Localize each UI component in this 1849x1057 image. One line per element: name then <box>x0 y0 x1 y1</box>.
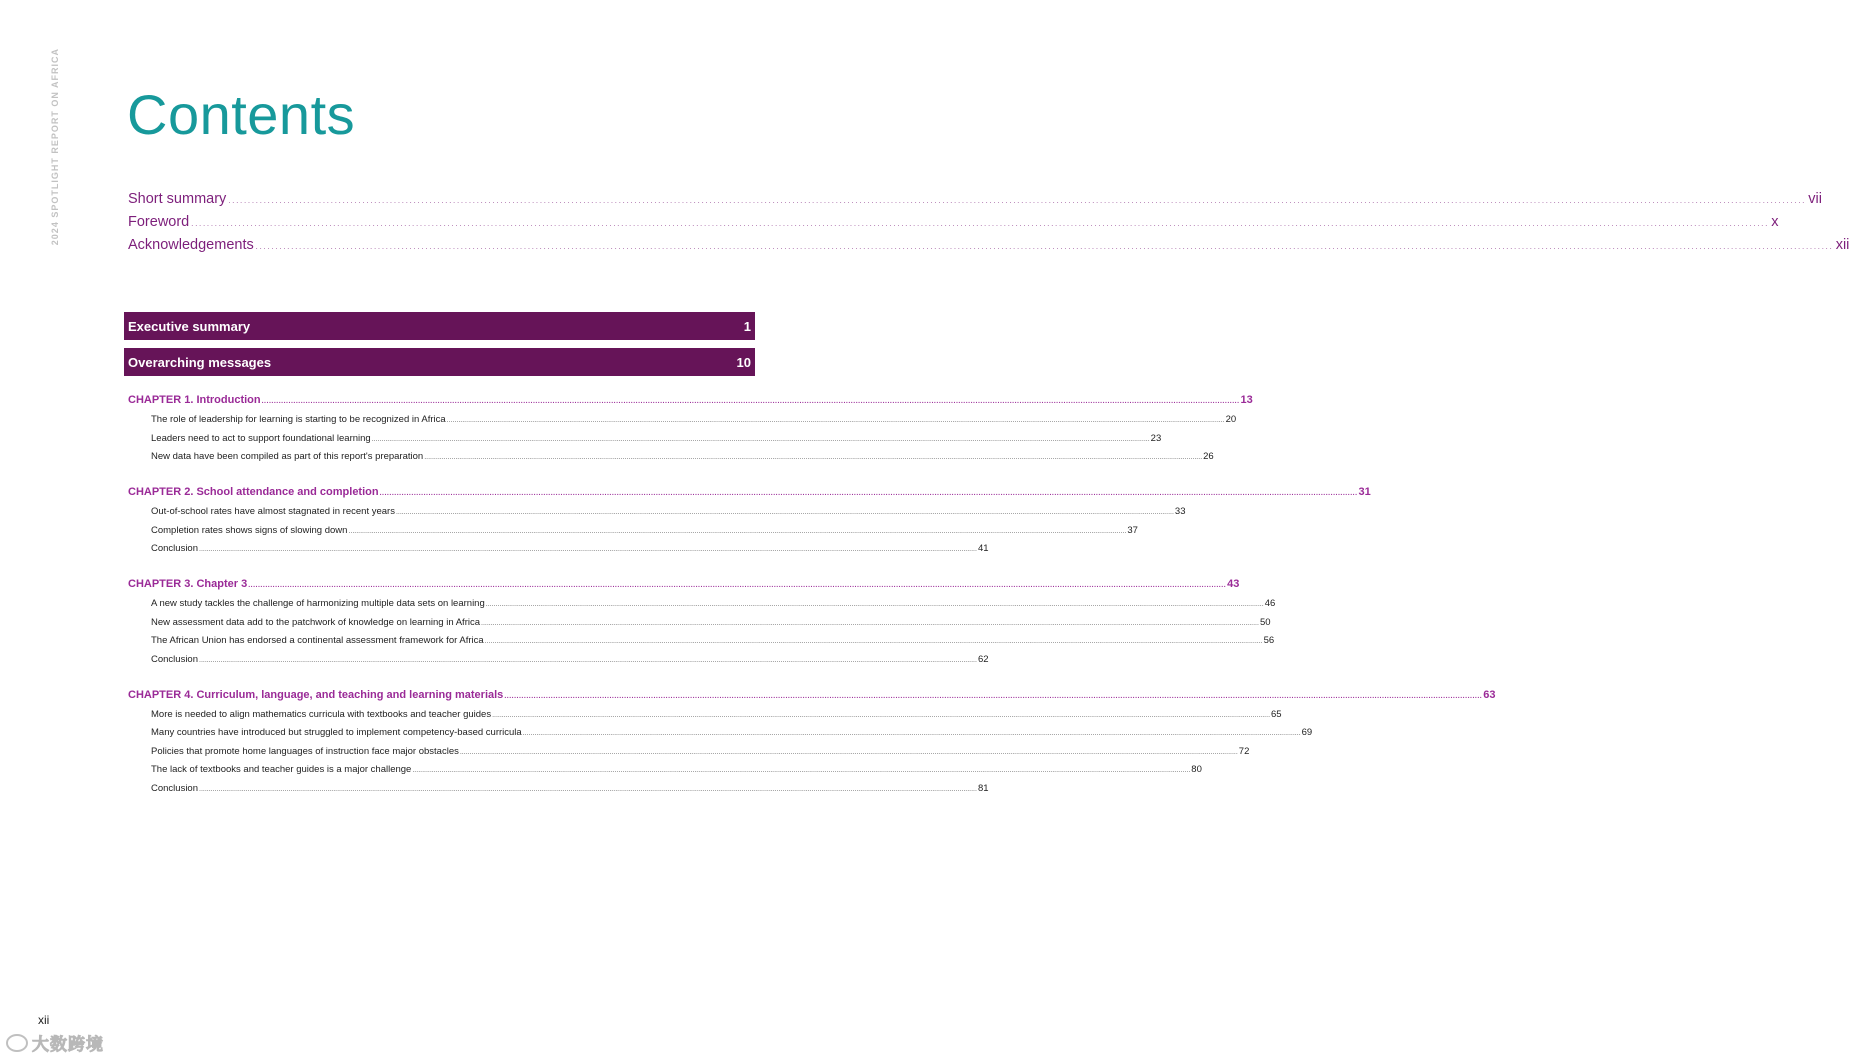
chapter-label: CHAPTER 4. Curriculum, language, and teaching and learning materials <box>128 688 504 701</box>
section-label: A new study tackles the challenge of harmonizing multiple data sets on learning <box>151 598 485 609</box>
section-label: Conclusion <box>151 543 198 554</box>
section-page: 80 <box>1191 764 1202 775</box>
section-label: The African Union has endorsed a continental assessment framework for Africa <box>151 635 484 646</box>
dot-leader: ................................................................................................................................................................................................................................................................................................................................................................................................................ <box>191 221 1770 228</box>
dot-leader: ................................................................................................................................................................................................................................................................................................................................................................................................................ <box>248 582 1227 589</box>
section-page: 46 <box>1264 598 1276 609</box>
chapter-label: CHAPTER 2. School attendance and completion <box>128 486 379 498</box>
dot-leader: ................................................................................................................................................................................................................................................................................................................................................................................................................ <box>481 619 1259 627</box>
section-page: 26 <box>1203 451 1214 462</box>
watermark-text: 大数跨境 <box>32 1035 104 1054</box>
dot-leader: ................................................................................................................................................................................................................................................................................................................................................................................................................ <box>504 692 1483 700</box>
chapter-block <box>128 578 1276 672</box>
section-label: New data have been compiled as part of this report's preparation <box>151 451 424 462</box>
chapter-page: 63 <box>1483 688 1496 701</box>
dot-leader: ................................................................................................................................................................................................................................................................................................................................................................................................................ <box>484 638 1263 645</box>
bar-page: 10 <box>736 354 751 370</box>
bar-page: 1 <box>743 318 751 334</box>
section-item[interactable] <box>128 745 1250 765</box>
dot-leader: ................................................................................................................................................................................................................................................................................................................................................................................................................ <box>446 417 1225 424</box>
section-item[interactable] <box>128 727 1313 746</box>
chapter-page: 31 <box>1358 486 1371 498</box>
section-label: Out-of-school rates have almost stagnated in recent years <box>151 506 395 517</box>
dot-leader: ................................................................................................................................................................................................................................................................................................................................................................................................................ <box>199 785 977 793</box>
section-item[interactable] <box>128 524 1138 544</box>
section-item[interactable] <box>128 782 989 802</box>
chapter-label: CHAPTER 3. Chapter 3 <box>128 578 248 590</box>
chapter-block <box>128 688 1496 802</box>
executive-summary-bar[interactable] <box>124 312 755 340</box>
section-page: 62 <box>977 653 989 665</box>
page-title: Contents <box>127 83 356 146</box>
section-item[interactable] <box>128 543 989 562</box>
front-matter-item[interactable] <box>128 214 1779 237</box>
section-page: 41 <box>977 543 989 554</box>
section-item[interactable] <box>128 764 1202 783</box>
section-item[interactable] <box>128 451 1214 470</box>
section-item[interactable] <box>128 635 1275 654</box>
section-label: Conclusion <box>151 782 198 794</box>
section-item[interactable] <box>128 616 1271 636</box>
chapter-toc <box>128 394 1496 818</box>
chapter-label: CHAPTER 1. Introduction <box>128 394 261 406</box>
section-page: 33 <box>1174 506 1186 517</box>
page-number: xii <box>38 1013 50 1027</box>
section-page: 20 <box>1225 414 1237 425</box>
chapter-heading[interactable] <box>128 578 1240 598</box>
section-item[interactable] <box>128 708 1282 728</box>
front-matter-item[interactable] <box>128 237 1849 260</box>
dot-leader: ................................................................................................................................................................................................................................................................................................................................................................................................................ <box>485 601 1264 608</box>
dot-leader: ................................................................................................................................................................................................................................................................................................................................................................................................................ <box>412 767 1191 774</box>
section-page: 69 <box>1301 727 1313 738</box>
front-matter-item[interactable] <box>128 191 1822 214</box>
chapter-block <box>128 394 1253 470</box>
section-item[interactable] <box>128 414 1237 433</box>
section-page: 50 <box>1259 616 1271 628</box>
bar-label: Executive summary <box>128 318 251 334</box>
chapter-block <box>128 486 1371 562</box>
front-matter-label: Foreword <box>128 214 190 230</box>
chapter-heading[interactable] <box>128 486 1371 506</box>
front-matter-label: Acknowledgements <box>128 237 254 253</box>
section-item[interactable] <box>128 598 1276 617</box>
dot-leader: ................................................................................................................................................................................................................................................................................................................................................................................................................ <box>459 748 1238 756</box>
bar-label: Overarching messages <box>128 354 272 370</box>
dot-leader: ................................................................................................................................................................................................................................................................................................................................................................................................................ <box>522 730 1301 737</box>
front-matter-page: xii <box>1835 237 1849 253</box>
overarching-messages-bar[interactable] <box>124 348 755 376</box>
section-page: 72 <box>1238 745 1250 757</box>
dot-leader: ................................................................................................................................................................................................................................................................................................................................................................................................................ <box>348 527 1127 535</box>
front-matter-list <box>128 191 1849 260</box>
section-label: New assessment data add to the patchwork of knowledge on learning in Africa <box>151 616 480 628</box>
dot-leader: ................................................................................................................................................................................................................................................................................................................................................................................................................ <box>199 546 977 553</box>
section-item[interactable] <box>128 653 989 673</box>
front-matter-page: vii <box>1808 191 1822 207</box>
dot-leader: ................................................................................................................................................................................................................................................................................................................................................................................................................ <box>371 435 1150 443</box>
section-item[interactable] <box>128 506 1186 525</box>
section-item[interactable] <box>128 432 1162 452</box>
dot-leader: ................................................................................................................................................................................................................................................................................................................................................................................................................ <box>492 711 1271 719</box>
front-matter-page: x <box>1771 214 1779 230</box>
section-label: The lack of textbooks and teacher guides is a major challenge <box>151 764 412 775</box>
section-label: Many countries have introduced but struggled to implement competency-based curricula <box>151 727 522 738</box>
section-label: Conclusion <box>151 653 198 665</box>
chapter-page: 43 <box>1227 578 1240 590</box>
section-page: 23 <box>1150 432 1162 444</box>
section-label: More is needed to align mathematics curricula with textbooks and teacher guides <box>151 708 492 720</box>
section-label: The role of leadership for learning is starting to be recognized in Africa <box>151 414 446 425</box>
dot-leader: ................................................................................................................................................................................................................................................................................................................................................................................................................ <box>395 509 1174 516</box>
dot-leader: ................................................................................................................................................................................................................................................................................................................................................................................................................ <box>379 490 1358 497</box>
dot-leader: ................................................................................................................................................................................................................................................................................................................................................................................................................ <box>424 454 1203 461</box>
section-page: 65 <box>1271 708 1282 720</box>
dot-leader: ................................................................................................................................................................................................................................................................................................................................................................................................................ <box>261 398 1240 405</box>
dot-leader: ................................................................................................................................................................................................................................................................................................................................................................................................................ <box>228 198 1807 205</box>
chapter-heading[interactable] <box>128 394 1253 414</box>
chapter-heading[interactable] <box>128 688 1496 709</box>
watermark <box>6 1030 104 1055</box>
section-page: 37 <box>1127 524 1138 536</box>
section-label: Completion rates shows signs of slowing down <box>151 524 348 536</box>
front-matter-label: Short summary <box>128 191 227 207</box>
watermark-logo-icon <box>6 1034 28 1052</box>
dot-leader: ................................................................................................................................................................................................................................................................................................................................................................................................................ <box>199 656 977 664</box>
section-label: Policies that promote home languages of instruction face major obstacles <box>151 745 459 757</box>
section-label: Leaders need to act to support foundational learning <box>151 432 371 444</box>
report-side-label: 2024 SPOTLIGHT REPORT ON AFRICA <box>50 48 60 246</box>
dot-leader: ................................................................................................................................................................................................................................................................................................................................................................................................................ <box>255 244 1834 251</box>
section-page: 81 <box>977 782 989 794</box>
section-page: 56 <box>1263 635 1275 646</box>
chapter-page: 13 <box>1240 394 1253 406</box>
